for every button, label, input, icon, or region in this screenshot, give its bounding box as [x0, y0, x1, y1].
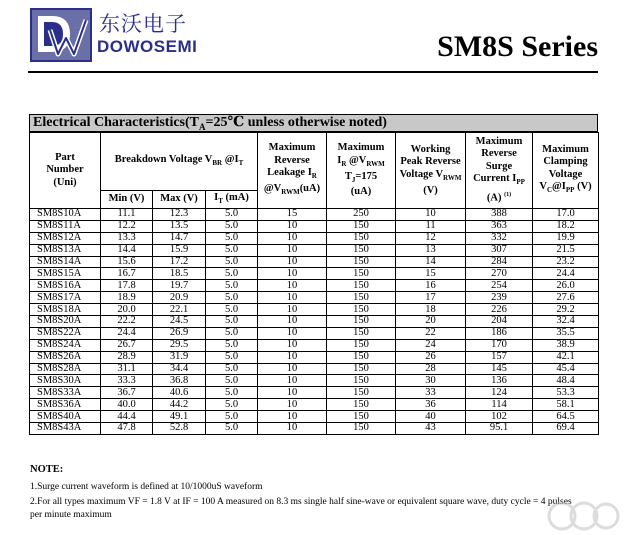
clamping-voltage-cell: 38.9: [533, 339, 599, 351]
part-number-cell: SM8S11A: [30, 220, 101, 232]
clamping-voltage-cell: 69.4: [533, 423, 599, 435]
breakdown-min-cell: 17.8: [101, 280, 153, 292]
working-voltage-cell: 22: [396, 327, 466, 339]
clamping-voltage-cell: 45.4: [533, 363, 599, 375]
part-number-cell: SM8S43A: [30, 423, 101, 435]
part-number-cell: SM8S24A: [30, 339, 101, 351]
reverse-leakage-cell: 10: [258, 256, 327, 268]
breakdown-min-cell: 22.2: [101, 316, 153, 328]
clamping-voltage-cell: 29.2: [533, 304, 599, 316]
leakage-tj175-cell: 150: [327, 316, 396, 328]
surge-current-cell: 363: [466, 220, 533, 232]
test-current-cell: 5.0: [206, 220, 258, 232]
watermark-logo: [546, 501, 620, 531]
breakdown-min-cell: 36.7: [101, 387, 153, 399]
reverse-leakage-cell: 10: [258, 387, 327, 399]
table-row: [30, 411, 599, 423]
table-row: [30, 387, 599, 399]
test-current-cell: 5.0: [206, 375, 258, 387]
header-working-peak-reverse-voltage: Working Peak Reverse Voltage $V_{RWM}$ (V): [396, 133, 466, 209]
breakdown-max-cell: 26.9: [153, 327, 206, 339]
clamping-voltage-cell: 19.9: [533, 232, 599, 244]
test-current-cell: 5.0: [206, 363, 258, 375]
breakdown-min-cell: 11.1: [101, 209, 153, 221]
clamping-voltage-cell: 53.3: [533, 387, 599, 399]
surge-current-cell: 388: [466, 209, 533, 221]
header-min-voltage: Min (V): [101, 191, 153, 209]
leakage-tj175-cell: 150: [327, 423, 396, 435]
test-current-cell: 5.0: [206, 339, 258, 351]
reverse-leakage-cell: 10: [258, 316, 327, 328]
table-row: [30, 209, 599, 221]
test-current-cell: 5.0: [206, 411, 258, 423]
working-voltage-cell: 13: [396, 244, 466, 256]
leakage-tj175-cell: 150: [327, 375, 396, 387]
working-voltage-cell: 26: [396, 351, 466, 363]
breakdown-min-cell: 16.7: [101, 268, 153, 280]
reverse-leakage-cell: 10: [258, 351, 327, 363]
clamping-voltage-cell: 21.5: [533, 244, 599, 256]
test-current-cell: 5.0: [206, 209, 258, 221]
leakage-tj175-cell: 150: [327, 232, 396, 244]
clamping-voltage-cell: 32.4: [533, 316, 599, 328]
reverse-leakage-cell: 10: [258, 339, 327, 351]
test-current-cell: 5.0: [206, 327, 258, 339]
table-row: [30, 363, 599, 375]
surge-current-cell: 270: [466, 268, 533, 280]
leakage-tj175-cell: 150: [327, 399, 396, 411]
leakage-tj175-cell: 150: [327, 327, 396, 339]
leakage-tj175-cell: 150: [327, 339, 396, 351]
reverse-leakage-cell: 10: [258, 304, 327, 316]
surge-current-cell: 239: [466, 292, 533, 304]
breakdown-max-cell: 13.5: [153, 220, 206, 232]
surge-current-cell: 204: [466, 316, 533, 328]
reverse-leakage-cell: 10: [258, 375, 327, 387]
dowosemi-logo: [30, 8, 92, 62]
breakdown-max-cell: 44.2: [153, 399, 206, 411]
breakdown-min-cell: 15.6: [101, 256, 153, 268]
table-row: [30, 423, 599, 435]
header-max-reverse-surge-current: Maximum Reverse Surge Current $I_{PP}$ (A) $^{(1)}$: [466, 133, 533, 209]
breakdown-max-cell: 36.8: [153, 375, 206, 387]
reverse-leakage-cell: 10: [258, 363, 327, 375]
reverse-leakage-cell: 10: [258, 232, 327, 244]
section-title: Electrical $Characteristics(T_A=25℃$ unless otherwise noted): [29, 114, 598, 132]
reverse-leakage-cell: 10: [258, 280, 327, 292]
clamping-voltage-cell: 64.5: [533, 411, 599, 423]
table-row: [30, 304, 599, 316]
clamping-voltage-cell: 27.6: [533, 292, 599, 304]
test-current-cell: 5.0: [206, 316, 258, 328]
breakdown-max-cell: 34.4: [153, 363, 206, 375]
reverse-leakage-cell: 10: [258, 220, 327, 232]
part-number-cell: SM8S14A: [30, 256, 101, 268]
leakage-tj175-cell: 150: [327, 411, 396, 423]
part-number-cell: SM8S15A: [30, 268, 101, 280]
breakdown-max-cell: 52.8: [153, 423, 206, 435]
surge-current-cell: 124: [466, 387, 533, 399]
test-current-cell: 5.0: [206, 292, 258, 304]
reverse-leakage-cell: 10: [258, 244, 327, 256]
leakage-tj175-cell: 150: [327, 268, 396, 280]
breakdown-max-cell: 22.1: [153, 304, 206, 316]
table-row: [30, 292, 599, 304]
breakdown-max-cell: 24.5: [153, 316, 206, 328]
clamping-voltage-cell: 18.2: [533, 220, 599, 232]
part-number-cell: SM8S22A: [30, 327, 101, 339]
working-voltage-cell: 33: [396, 387, 466, 399]
leakage-tj175-cell: 150: [327, 363, 396, 375]
surge-current-cell: 254: [466, 280, 533, 292]
brand-name-chinese: 东沃电子: [99, 12, 187, 36]
series-title: SM8S Series: [437, 30, 598, 63]
surge-current-cell: 145: [466, 363, 533, 375]
note-2: 2.For all types maximum VF = 1.8 V at IF = 100 A measured on 8.3 ms single half sine-wave or equivalent square wave, duty cycle = 4 pulses: [30, 497, 572, 507]
table-row: [30, 327, 599, 339]
leakage-tj175-cell: 150: [327, 220, 396, 232]
test-current-cell: 5.0: [206, 232, 258, 244]
reverse-leakage-cell: 10: [258, 327, 327, 339]
breakdown-min-cell: 47.8: [101, 423, 153, 435]
test-current-cell: 5.0: [206, 268, 258, 280]
surge-current-cell: 170: [466, 339, 533, 351]
breakdown-min-cell: 31.1: [101, 363, 153, 375]
working-voltage-cell: 16: [396, 280, 466, 292]
table-row: [30, 220, 599, 232]
breakdown-min-cell: 40.0: [101, 399, 153, 411]
part-number-cell: SM8S26A: [30, 351, 101, 363]
table-row: [30, 375, 599, 387]
table-row: [30, 268, 599, 280]
test-current-cell: 5.0: [206, 387, 258, 399]
header-max-clamping-voltage: Maximum Clamping Voltage $V_C@I_{PP}$ (V): [533, 133, 599, 209]
breakdown-min-cell: 12.2: [101, 220, 153, 232]
test-current-cell: 5.0: [206, 399, 258, 411]
breakdown-max-cell: 15.9: [153, 244, 206, 256]
surge-current-cell: 114: [466, 399, 533, 411]
header-test-current: $I_T$ (mA): [206, 191, 258, 209]
breakdown-min-cell: 20.0: [101, 304, 153, 316]
clamping-voltage-cell: 26.0: [533, 280, 599, 292]
reverse-leakage-cell: 10: [258, 399, 327, 411]
electrical-characteristics-table: [29, 132, 599, 435]
reverse-leakage-cell: 10: [258, 423, 327, 435]
clamping-voltage-cell: 23.2: [533, 256, 599, 268]
surge-current-cell: 332: [466, 232, 533, 244]
part-number-cell: SM8S30A: [30, 375, 101, 387]
part-number-cell: SM8S16A: [30, 280, 101, 292]
test-current-cell: 5.0: [206, 423, 258, 435]
breakdown-max-cell: 29.5: [153, 339, 206, 351]
leakage-tj175-cell: 150: [327, 256, 396, 268]
working-voltage-cell: 20: [396, 316, 466, 328]
note-1: 1.Surge current waveform is defined at 10/1000uS waveform: [30, 482, 263, 492]
breakdown-max-cell: 14.7: [153, 232, 206, 244]
breakdown-min-cell: 44.4: [101, 411, 153, 423]
clamping-voltage-cell: 58.1: [533, 399, 599, 411]
working-voltage-cell: 36: [396, 399, 466, 411]
breakdown-max-cell: 40.6: [153, 387, 206, 399]
clamping-voltage-cell: 35.5: [533, 327, 599, 339]
clamping-voltage-cell: 17.0: [533, 209, 599, 221]
part-number-cell: SM8S40A: [30, 411, 101, 423]
part-number-cell: SM8S10A: [30, 209, 101, 221]
clamping-voltage-cell: 24.4: [533, 268, 599, 280]
test-current-cell: 5.0: [206, 280, 258, 292]
breakdown-min-cell: 13.3: [101, 232, 153, 244]
breakdown-max-cell: 18.5: [153, 268, 206, 280]
header-max-voltage: Max (V): [153, 191, 206, 209]
table-body: [30, 209, 599, 435]
header-divider: [28, 71, 598, 73]
working-voltage-cell: 10: [396, 209, 466, 221]
reverse-leakage-cell: 10: [258, 268, 327, 280]
table-row: [30, 351, 599, 363]
header-max-reverse-leakage: Maximum Reverse Leakage $I_R$ $@V_{RWM}(uA)$: [258, 133, 327, 209]
reverse-leakage-cell: 15: [258, 209, 327, 221]
working-voltage-cell: 24: [396, 339, 466, 351]
breakdown-max-cell: 17.2: [153, 256, 206, 268]
part-number-cell: SM8S17A: [30, 292, 101, 304]
table-row: [30, 280, 599, 292]
breakdown-min-cell: 24.4: [101, 327, 153, 339]
working-voltage-cell: 11: [396, 220, 466, 232]
leakage-tj175-cell: 250: [327, 209, 396, 221]
working-voltage-cell: 28: [396, 363, 466, 375]
test-current-cell: 5.0: [206, 256, 258, 268]
working-voltage-cell: 15: [396, 268, 466, 280]
leakage-tj175-cell: 150: [327, 244, 396, 256]
table-row: [30, 399, 599, 411]
breakdown-max-cell: 49.1: [153, 411, 206, 423]
header-part-number: Part Number (Uni): [30, 133, 101, 209]
part-number-cell: SM8S36A: [30, 399, 101, 411]
working-voltage-cell: 18: [396, 304, 466, 316]
breakdown-max-cell: 20.9: [153, 292, 206, 304]
working-voltage-cell: 17: [396, 292, 466, 304]
surge-current-cell: 95.1: [466, 423, 533, 435]
table-row: [30, 256, 599, 268]
breakdown-min-cell: 33.3: [101, 375, 153, 387]
leakage-tj175-cell: 150: [327, 304, 396, 316]
breakdown-max-cell: 12.3: [153, 209, 206, 221]
test-current-cell: 5.0: [206, 304, 258, 316]
table-row: [30, 244, 599, 256]
table-row: [30, 232, 599, 244]
leakage-tj175-cell: 150: [327, 387, 396, 399]
working-voltage-cell: 14: [396, 256, 466, 268]
surge-current-cell: 136: [466, 375, 533, 387]
breakdown-min-cell: 26.7: [101, 339, 153, 351]
leakage-tj175-cell: 150: [327, 351, 396, 363]
header-max-ir-tj: Maximum $I_R$ $@V_{RWM}$ $T_J=175$ (uA): [327, 133, 396, 209]
working-voltage-cell: 30: [396, 375, 466, 387]
leakage-tj175-cell: 150: [327, 292, 396, 304]
breakdown-max-cell: 31.9: [153, 351, 206, 363]
reverse-leakage-cell: 10: [258, 292, 327, 304]
surge-current-cell: 102: [466, 411, 533, 423]
header-breakdown-voltage: Breakdown Voltage $V_{BR}$ $@I_T$: [101, 133, 258, 191]
leakage-tj175-cell: 150: [327, 280, 396, 292]
clamping-voltage-cell: 48.4: [533, 375, 599, 387]
note-label: NOTE:: [30, 464, 64, 475]
part-number-cell: SM8S20A: [30, 316, 101, 328]
surge-current-cell: 226: [466, 304, 533, 316]
table-row: [30, 316, 599, 328]
note-2-continued: per minute maximum: [30, 510, 112, 520]
table-row: [30, 339, 599, 351]
working-voltage-cell: 40: [396, 411, 466, 423]
surge-current-cell: 284: [466, 256, 533, 268]
reverse-leakage-cell: 10: [258, 411, 327, 423]
clamping-voltage-cell: 42.1: [533, 351, 599, 363]
test-current-cell: 5.0: [206, 351, 258, 363]
breakdown-min-cell: 28.9: [101, 351, 153, 363]
part-number-cell: SM8S18A: [30, 304, 101, 316]
breakdown-min-cell: 18.9: [101, 292, 153, 304]
working-voltage-cell: 12: [396, 232, 466, 244]
breakdown-min-cell: 14.4: [101, 244, 153, 256]
part-number-cell: SM8S33A: [30, 387, 101, 399]
part-number-cell: SM8S28A: [30, 363, 101, 375]
brand-name-english: DOWOSEMI: [97, 37, 198, 56]
part-number-cell: SM8S13A: [30, 244, 101, 256]
surge-current-cell: 186: [466, 327, 533, 339]
part-number-cell: SM8S12A: [30, 232, 101, 244]
working-voltage-cell: 43: [396, 423, 466, 435]
surge-current-cell: 307: [466, 244, 533, 256]
surge-current-cell: 157: [466, 351, 533, 363]
test-current-cell: 5.0: [206, 244, 258, 256]
breakdown-max-cell: 19.7: [153, 280, 206, 292]
